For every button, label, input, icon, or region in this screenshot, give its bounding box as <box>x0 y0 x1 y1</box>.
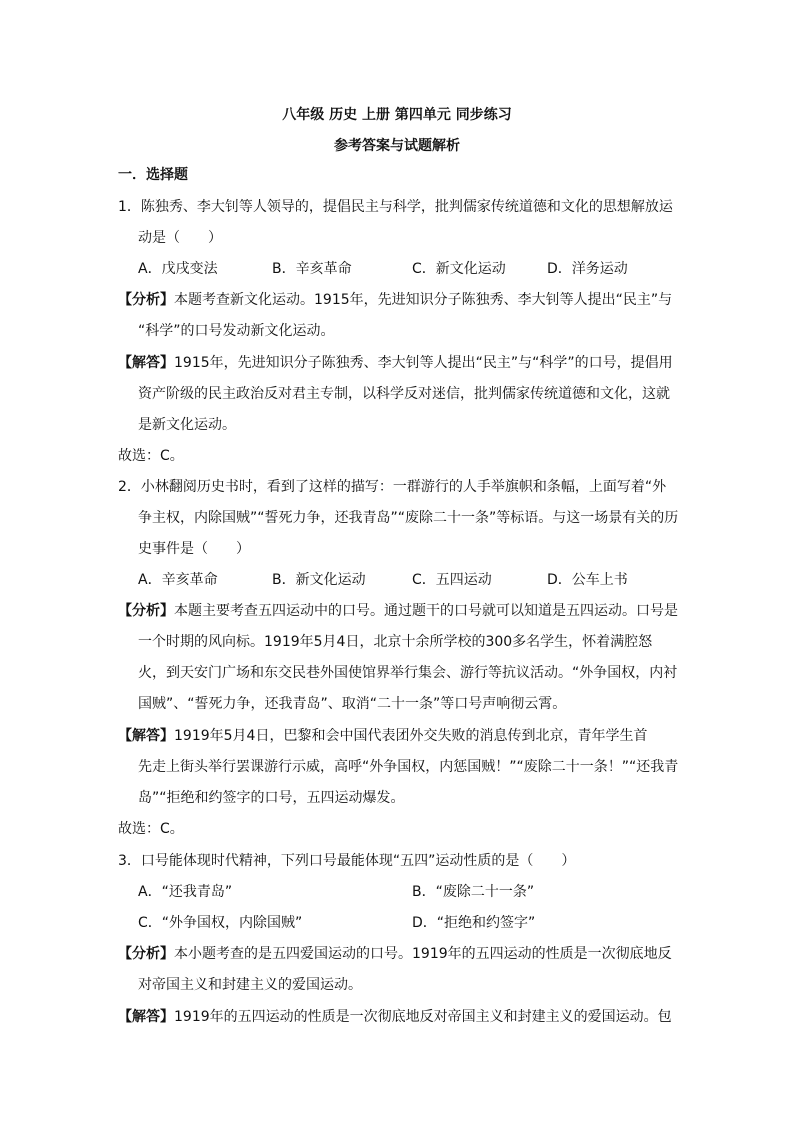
q1-option-d: D．洋务运动 <box>547 261 628 277</box>
q3-analysis-line2: 对帝国主义和封建主义的爱国运动。 <box>138 977 362 993</box>
q3-analysis-tag: 【分析】 <box>118 946 174 962</box>
q2-analysis-line4: 国贼”、“誓死力争，还我青岛”、取消“二十一条”等口号声响彻云霄。 <box>138 696 567 712</box>
q1-stem-line1: 1．陈独秀、李大钊等人领导的，提倡民主与科学，批判儒家传统道德和文化的思想解放运 <box>118 199 673 215</box>
q1-answer-tag: 【解答】 <box>118 355 174 371</box>
q3-analysis-line1 <box>118 944 672 964</box>
q2-answer-line2: 先走上街头举行罢课游行示威，高呼“外争国权，内惩国贼！”“废除二十一条！”“还我青 <box>138 759 679 775</box>
q1-analysis-line1 <box>118 290 672 310</box>
q3-answer-line1 <box>118 1007 672 1027</box>
q3-answer-text1: 1919年的五四运动的性质是一次彻底地反对帝国主义和封建主义的爱国运动。包 <box>174 1009 672 1025</box>
q2-analysis-text1: 本题主要考查五四运动中的口号。通过题干的口号就可以知道是五四运动。口号是 <box>174 603 678 619</box>
q1-analysis-tag: 【分析】 <box>118 292 174 308</box>
q2-stem-line3: 史事件是（ ） <box>138 541 250 557</box>
q1-answer-line1 <box>118 353 673 373</box>
q2-analysis-tag: 【分析】 <box>118 603 174 619</box>
q2-answer-line1 <box>118 726 647 746</box>
q3-option-b: B．“废除二十一条” <box>412 884 535 900</box>
q1-option-c: C．新文化运动 <box>412 261 506 277</box>
q2-analysis-line2: 一个时期的风向标。1919年5月4日，北京十余所学校的300多名学生，怀着满腔怒 <box>138 634 653 650</box>
q1-option-a: A．戊戌变法 <box>138 261 218 277</box>
q2-option-a: A．辛亥革命 <box>138 572 218 588</box>
q2-analysis-line1 <box>118 601 678 621</box>
q3-option-c: C．“外争国权，内除国贼” <box>138 915 303 931</box>
q2-option-d: D．公车上书 <box>547 572 628 588</box>
q2-answer-text1: 1919年5月4日，巴黎和会中国代表团外交失败的消息传到北京，青年学生首 <box>174 728 648 744</box>
q2-option-b: B．新文化运动 <box>272 572 366 588</box>
q2-answer-line3: 岛”“拒绝和约签字的口号，五四运动爆发。 <box>138 790 405 806</box>
q2-option-c: C．五四运动 <box>412 572 492 588</box>
q1-analysis-text1: 本题考查新文化运动。1915年，先进知识分子陈独秀、李大钊等人提出“民主”与 <box>174 292 673 308</box>
q2-stem-line2: 争主权，内除国贼”“誓死力争，还我青岛”“废除二十一条”等标语。与这一场景有关的历 <box>138 510 679 526</box>
q3-analysis-text1: 本小题考查的是五四爱国运动的口号。1919年的五四运动的性质是一次彻底地反 <box>174 946 672 962</box>
section-heading: 一．选择题 <box>118 167 188 183</box>
q3-answer-tag: 【解答】 <box>118 1009 174 1025</box>
q1-stem-line2: 动是（ ） <box>138 230 222 246</box>
q3-option-a: A．“还我青岛” <box>138 884 233 900</box>
q1-answer-line3: 是新文化运动。 <box>138 417 236 433</box>
q2-choice: 故选：C。 <box>118 821 184 837</box>
q3-option-d: D．“拒绝和约签字” <box>412 915 536 931</box>
document-title: 八年级 历史 上册 第四单元 同步练习 <box>282 107 512 123</box>
q1-answer-line2: 资产阶级的民主政治反对君主专制，以科学反对迷信，批判儒家传统道德和文化，这就 <box>138 386 670 402</box>
q1-analysis-line2: “科学”的口号发动新文化运动。 <box>138 323 335 339</box>
q2-stem-line1: 2．小林翻阅历史书时，看到了这样的描写：一群游行的人手举旗帜和条幅，上面写着“外 <box>118 479 667 495</box>
q2-answer-tag: 【解答】 <box>118 728 174 744</box>
document-subtitle: 参考答案与试题解析 <box>334 138 460 154</box>
q2-analysis-line3: 火，到天安门广场和东交民巷外国使馆界举行集会、游行等抗议活动。“外争国权，内衬 <box>138 665 678 681</box>
q1-answer-text1: 1915年，先进知识分子陈独秀、李大钊等人提出“民主”与“科学”的口号，提倡用 <box>174 355 673 371</box>
q3-stem-line1: 3．口号能体现时代精神，下列口号最能体现“五四”运动性质的是（ ） <box>118 853 576 869</box>
q1-option-b: B．辛亥革命 <box>272 261 352 277</box>
q1-choice: 故选：C。 <box>118 448 184 464</box>
